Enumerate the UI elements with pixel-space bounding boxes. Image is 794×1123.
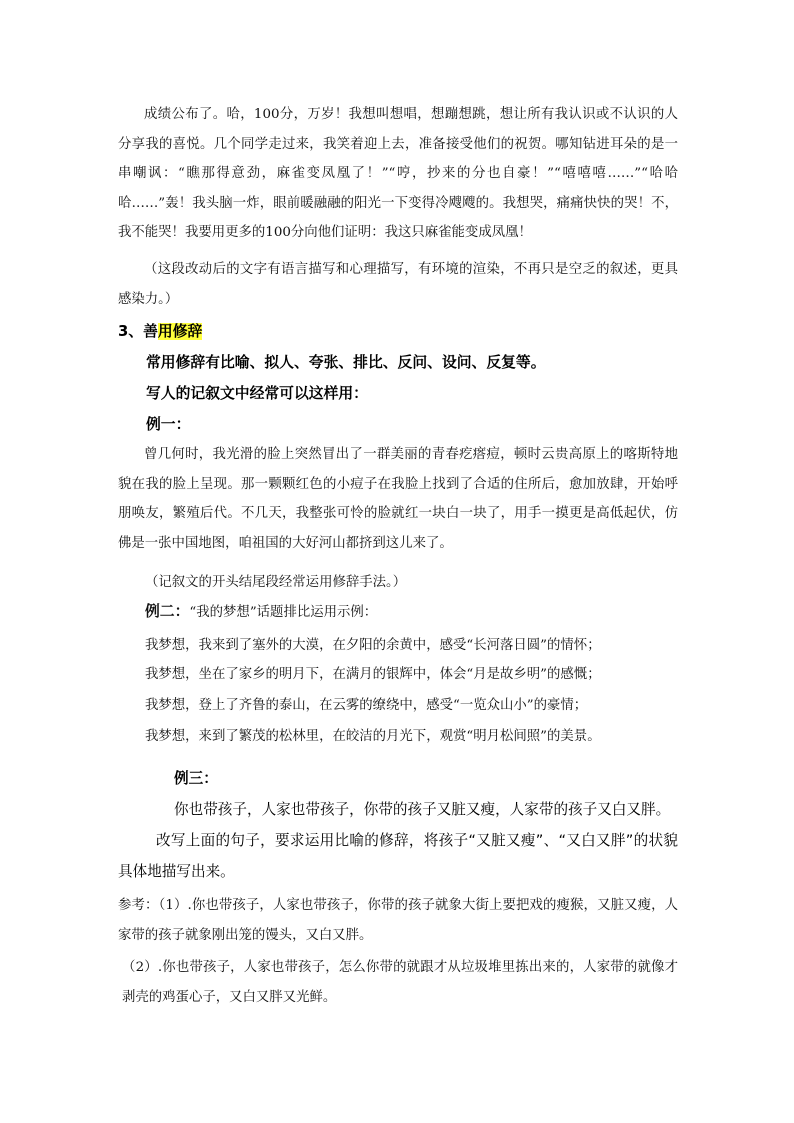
example3-title: 例三： (174, 770, 218, 787)
usage-intro-line: 写人的记叙文中经常可以这样用： (146, 385, 368, 402)
heading-use-rhetoric (118, 321, 202, 343)
paragraph-grade-announcement: 成绩公布了。哈，100分，万岁！我想叫想唱，想蹦想跳，想让所有我认识或不认识的人分享我的喜悦。几个同学走过来，我笑着迎上去，准备接受他们的祝贺。哪知钻进耳朵的是一串嘲讽：“瞧那得意劲，麻雀变凤凰了！”“哼，抄来的分也自豪！”“嘻嘻嘻……”“哈哈哈……”轰！我头脑一炸，眼前暖融融的阳光一下变得冷飕飕的。我想哭，痛痛快快的哭！不，我不能哭！我要用更多的100分向他们证明：我这只麻雀能变成凤凰！ (118, 107, 678, 240)
example3-reference-2: （2）.你也带孩子，人家也带孩子，怎么你带的就跟才从垃圾堆里拣出来的，人家带的就像才剥壳的鸡蛋心子，又白又胖又光鲜。 (122, 960, 678, 1005)
example2-line-3: 我梦想，登上了齐鲁的泰山，在云雾的缭绕中，感受“一览众山小”的豪情； (145, 698, 588, 713)
example2-line-2: 我梦想，坐在了家乡的明月下，在满月的银辉中，体会“月是故乡明”的感慨； (145, 667, 601, 682)
example2-header (145, 602, 377, 623)
example3-sentence: 你也带孩子，人家也带孩子，你带的孩子又脏又瘦，人家带的孩子又白又胖。 (174, 801, 671, 818)
example1-note: （记叙文的开头结尾段经常运用修辞手法。） (145, 575, 407, 590)
example3-reference-1: 参考：（1）.你也带孩子，人家也带孩子，你带的孩子就象大街上要把戏的瘦猴，又脏又瘦，人家带的孩子就象刚出笼的馒头，又白又胖。 (118, 898, 678, 943)
example3-task: 改写上面的句子，要求运用比喻的修辞，将孩子“又脏又瘦”、“又白又胖”的状貌具体地描写出来。 (118, 832, 678, 880)
rhetoric-types-line: 常用修辞有比喻、拟人、夸张、排比、反问、设问、反复等。 (146, 354, 546, 371)
example2-title: 例二： (145, 603, 190, 620)
highlighted-text: 用修辞 (157, 323, 203, 340)
example1-text: 曾几何时，我光滑的脸上突然冒出了一群美丽的青春疙瘩痘，顿时云贵高原上的喀斯特地貌在我的脸上呈现。那一颗颗红色的小痘子在我脸上找到了合适的住所后，愈加放肆，开始呼朋唤友，繁殖后代。不几天，我整张可怜的脸就红一块白一块了，用手一摸更是高低起伏，仿佛是一张中国地图，咱祖国的大好河山都挤到这儿来了。 (118, 447, 678, 551)
heading-number: 3、善 (118, 323, 158, 340)
example2-intro: “我的梦想”话题排比运用示例： (189, 605, 378, 620)
example1-title: 例一： (146, 416, 191, 433)
paragraph-revision-note: （这段改动后的文字有语言描写和心理描写，有环境的渲染，不再只是空乏的叙述，更具感染力。） (118, 262, 678, 307)
example2-line-4: 我梦想，来到了繁茂的松林里，在皎洁的月光下，观赏“明月松间照”的美景。 (145, 729, 601, 744)
example2-line-1: 我梦想，我来到了塞外的大漠，在夕阳的余黄中，感受“长河落日圆”的情怀； (145, 638, 601, 653)
